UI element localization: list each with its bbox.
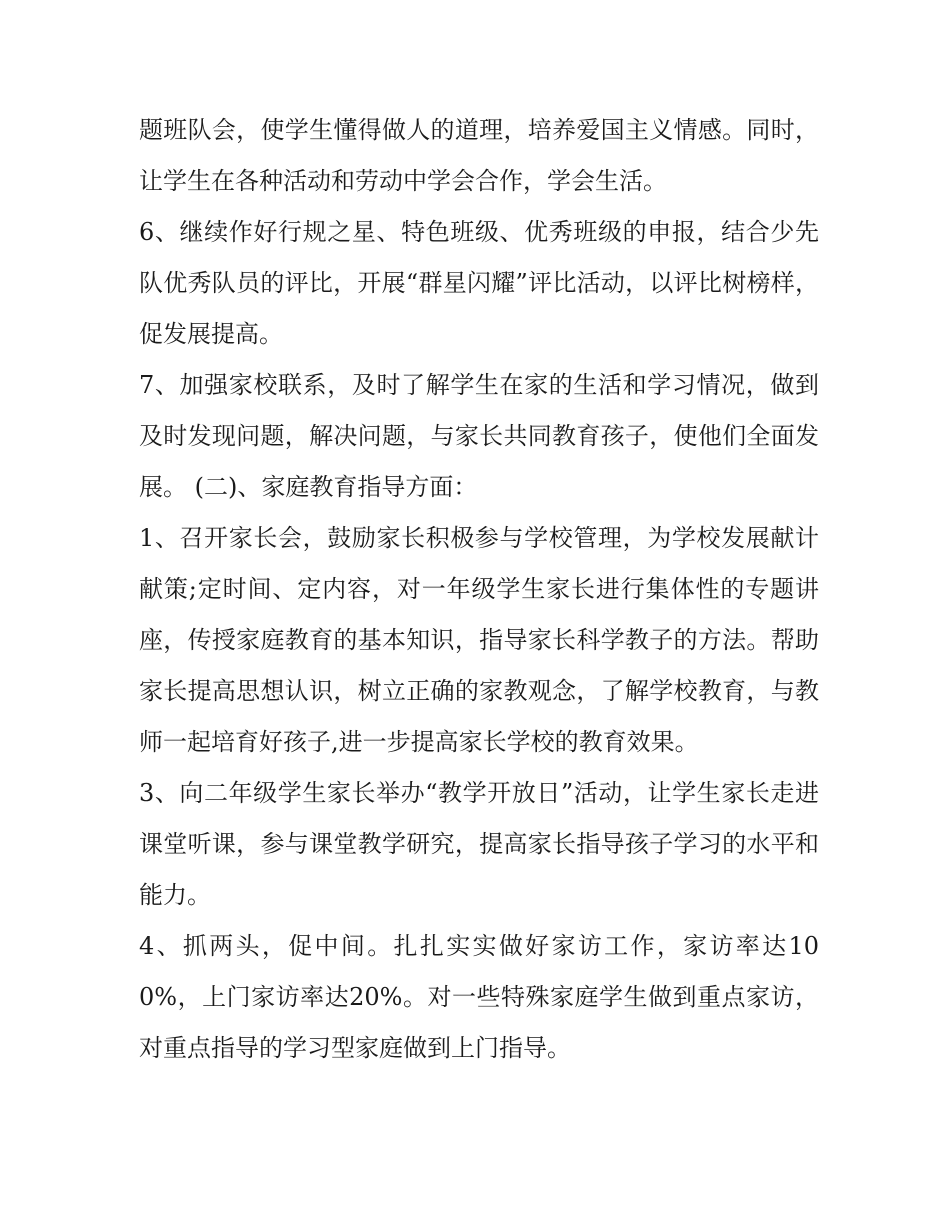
- paragraph-item-4: 4、抓两头，促中间。扎扎实实做好家访工作，家访率达100%，上门家访率达20%。对一些特殊家庭学生做到重点家访，对重点指导的学习型家庭做到上门指导。: [139, 932, 819, 1062]
- paragraph-item-3: 3、向二年级学生家长举办“教学开放日”活动，让学生家长走进课堂听课，参与课堂教学研究，提高家长指导孩子学习的水平和能力。: [139, 779, 819, 909]
- paragraph-class-meeting: 题班队会，使学生懂得做人的道理，培养爱国主义情感。同时，让学生在各种活动和劳动中学会合作，学会生活。: [139, 116, 819, 195]
- paragraph-item-7: 7、加强家校联系，及时了解学生在家的生活和学习情况，做到及时发现问题，解决问题，与家长共同教育孩子，使他们全面发展。 (二)、家庭教育指导方面：: [139, 371, 819, 501]
- paragraph-item-6: 6、继续作好行规之星、特色班级、优秀班级的申报，结合少先队优秀队员的评比，开展“群星闪耀”评比活动，以评比树榜样，促发展提高。: [139, 218, 819, 348]
- body-text: [139, 105, 819, 1074]
- paragraph-item-1: 1、召开家长会，鼓励家长积极参与学校管理，为学校发展献计献策;定时间、定内容，对一年级学生家长进行集体性的专题讲座，传授家庭教育的基本知识，指导家长科学教子的方法。帮助家长提高思想认识，树立正确的家教观念，了解学校教育，与教师一起培育好孩子,进一步提高家长学校的教育效果。: [139, 524, 819, 756]
